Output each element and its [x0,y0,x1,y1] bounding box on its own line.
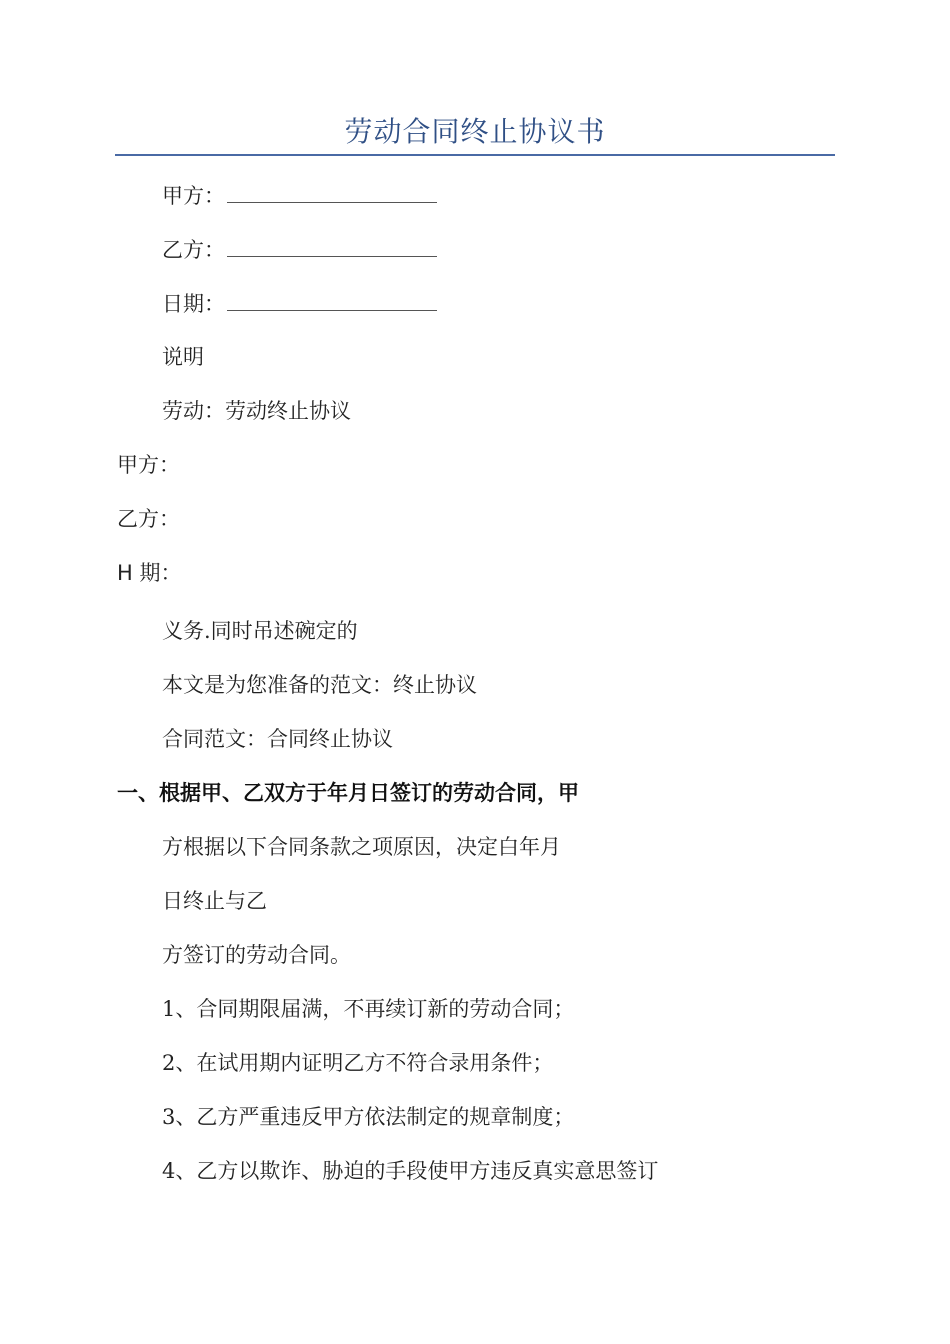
list-item: 3、乙方严重违反甲方依法制定的规章制度； [162,1105,575,1129]
field-label: 日期： [162,292,225,316]
field-date [162,288,437,319]
paragraph: 日终止与乙 [162,889,267,913]
fill-in-blank[interactable] [227,234,437,257]
paragraph: 乙方： [117,507,180,531]
fill-in-blank[interactable] [227,288,437,311]
section-heading: 一、根据甲、乙双方于年月日签订的劳动合同，甲 [117,781,579,805]
list-item: 1、合同期限届满，不再续订新的劳动合同； [162,997,575,1021]
paragraph: 方签订的劳动合同。 [162,943,351,967]
field-party-b [162,234,437,265]
paragraph: H 期： [117,561,182,585]
paragraph: 本文是为您准备的范文：终止协议 [162,673,477,697]
field-label: 甲方： [162,184,225,208]
list-item: 2、在试用期内证明乙方不符合录用条件； [162,1051,554,1075]
document-title: 劳动合同终止协议书 [344,115,606,148]
paragraph: 方根据以下合同条款之项原因，决定白年月 [162,835,561,859]
paragraph: 说明 [162,345,204,369]
field-party-a [162,180,437,211]
paragraph: 合同范文：合同终止协议 [162,727,393,751]
fill-in-blank[interactable] [227,180,437,203]
paragraph: 义务.同时吊述碗定的 [162,619,358,643]
field-label: 乙方： [162,238,225,262]
title-underline [115,154,835,156]
list-item: 4、乙方以欺诈、胁迫的手段使甲方违反真实意思签订 [162,1159,659,1183]
paragraph: 劳动：劳动终止协议 [162,399,351,423]
paragraph: 甲方： [117,453,180,477]
